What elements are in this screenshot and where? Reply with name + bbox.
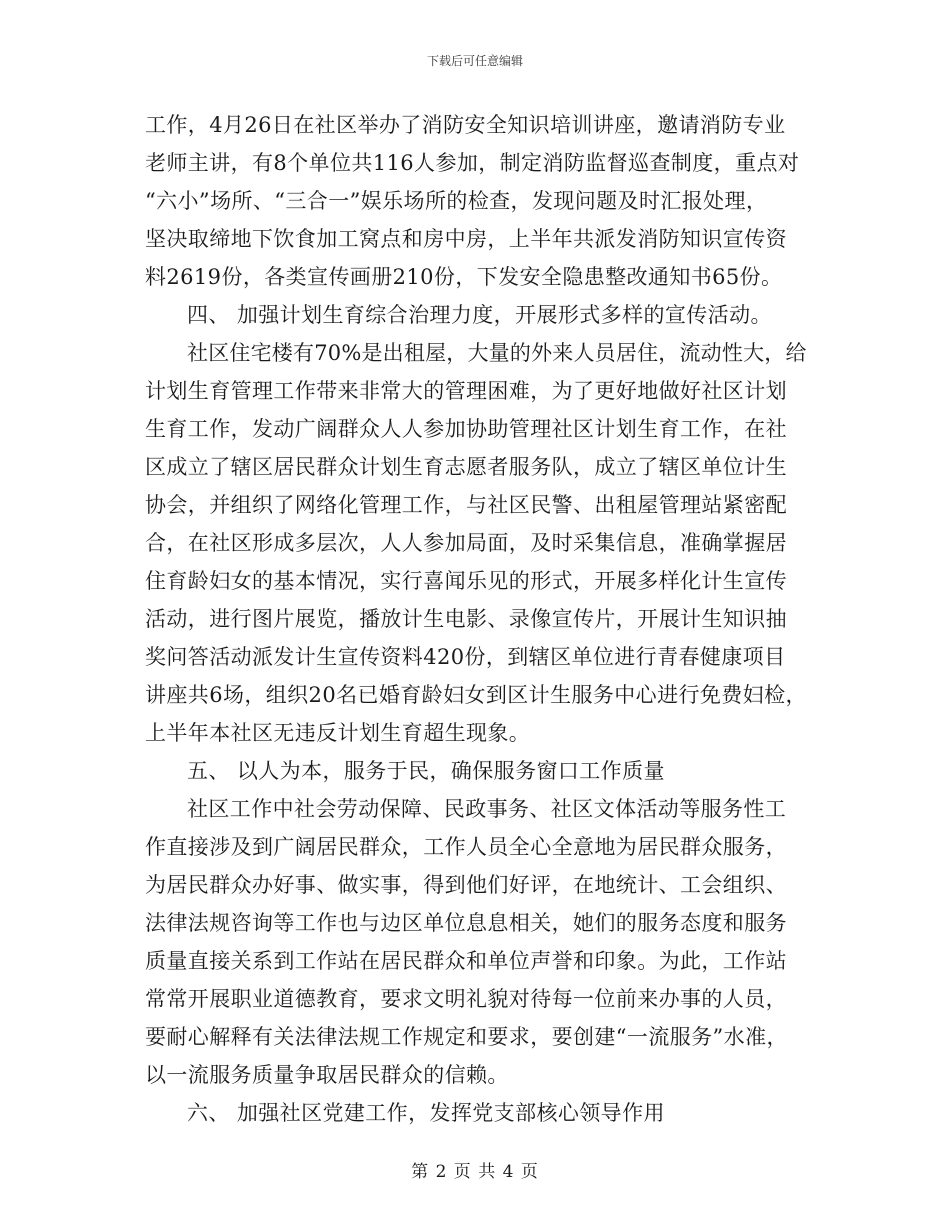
paragraph-line: 社区住宅楼有70%是出租屋，大量的外来人员居住，流动性大，给 <box>187 341 807 365</box>
paragraph-line: “六小”场所、“三合一”娱乐场所的检查，发现问题及时汇报处理， <box>145 189 768 213</box>
paragraph-line: 要耐心解释有关法律法规工作规定和要求，要创建“一流服务”水准， <box>145 1025 788 1049</box>
paragraph-line: 老师主讲，有8个单位共116人参加，制定消防监督巡查制度，重点对 <box>145 151 800 175</box>
paragraph-line: 社区工作中社会劳动保障、民政事务、社区文体活动等服务性工 <box>187 797 787 821</box>
section-heading: 四、 加强计划生育综合治理力度，开展形式多样的宣传活动。 <box>187 303 772 327</box>
paragraph-line: 合，在社区形成多层次，人人参加局面，及时采集信息，准确掌握居 <box>145 531 787 555</box>
page-header: 下载后可任意编辑 <box>426 54 523 68</box>
paragraph-line: 住育龄妇女的基本情况，实行喜闻乐见的形式，开展多样化计生宣传 <box>145 569 787 593</box>
paragraph-line: 上半年本社区无违反计划生育超生现象。 <box>145 721 531 745</box>
paragraph-line: 协会，并组织了网络化管理工作，与社区民警、出租屋管理站紧密配 <box>145 493 787 517</box>
document-body <box>145 106 810 1132</box>
paragraph-line: 质量直接关系到工作站在居民群众和单位声誉和印象。为此，工作站 <box>145 949 787 973</box>
paragraph-line: 计划生育管理工作带来非常大的管理困难，为了更好地做好社区计划 <box>145 379 787 403</box>
paragraph-line: 常常开展职业道德教育，要求文明礼貌对待每一位前来办事的人员， <box>145 987 787 1011</box>
page-footer: 第 2 页 共 4 页 <box>411 1162 539 1182</box>
paragraph-line: 活动，进行图片展览，播放计生电影、录像宣传片，开展计生知识抽 <box>145 607 787 631</box>
paragraph-line: 工作，4月26日在社区举办了消防安全知识培训讲座，邀请消防专业 <box>145 113 786 137</box>
paragraph-line: 奖问答活动派发计生宣传资料420份，到辖区单位进行青春健康项目 <box>145 645 786 669</box>
paragraph-line: 讲座共6场，组织20名已婚育龄妇女到区计生服务中心进行免费妇检， <box>145 683 807 707</box>
paragraph-line: 为居民群众办好事、做实事，得到他们好评，在地统计、工会组织、 <box>145 873 787 897</box>
paragraph-line: 以一流服务质量争取居民群众的信赖。 <box>145 1063 509 1087</box>
paragraph-line: 法律法规咨询等工作也与边区单位息息相关，她们的服务态度和服务 <box>145 911 787 935</box>
section-heading: 六、 加强社区党建工作，发挥党支部核心领导作用 <box>187 1101 665 1125</box>
paragraph-line: 区成立了辖区居民群众计划生育志愿者服务队，成立了辖区单位计生 <box>145 455 787 479</box>
paragraph-line: 料2619份，各类宣传画册210份，下发安全隐患整改通知书65份。 <box>145 265 783 289</box>
paragraph-line: 生育工作，发动广阔群众人人参加协助管理社区计划生育工作，在社 <box>145 417 787 441</box>
section-heading: 五、 以人为本，服务于民，确保服务窗口工作质量 <box>187 759 665 783</box>
paragraph-line: 作直接涉及到广阔居民群众，工作人员全心全意地为居民群众服务， <box>145 835 787 859</box>
paragraph-line: 坚决取缔地下饮食加工窝点和房中房，上半年共派发消防知识宣传资 <box>145 227 787 251</box>
